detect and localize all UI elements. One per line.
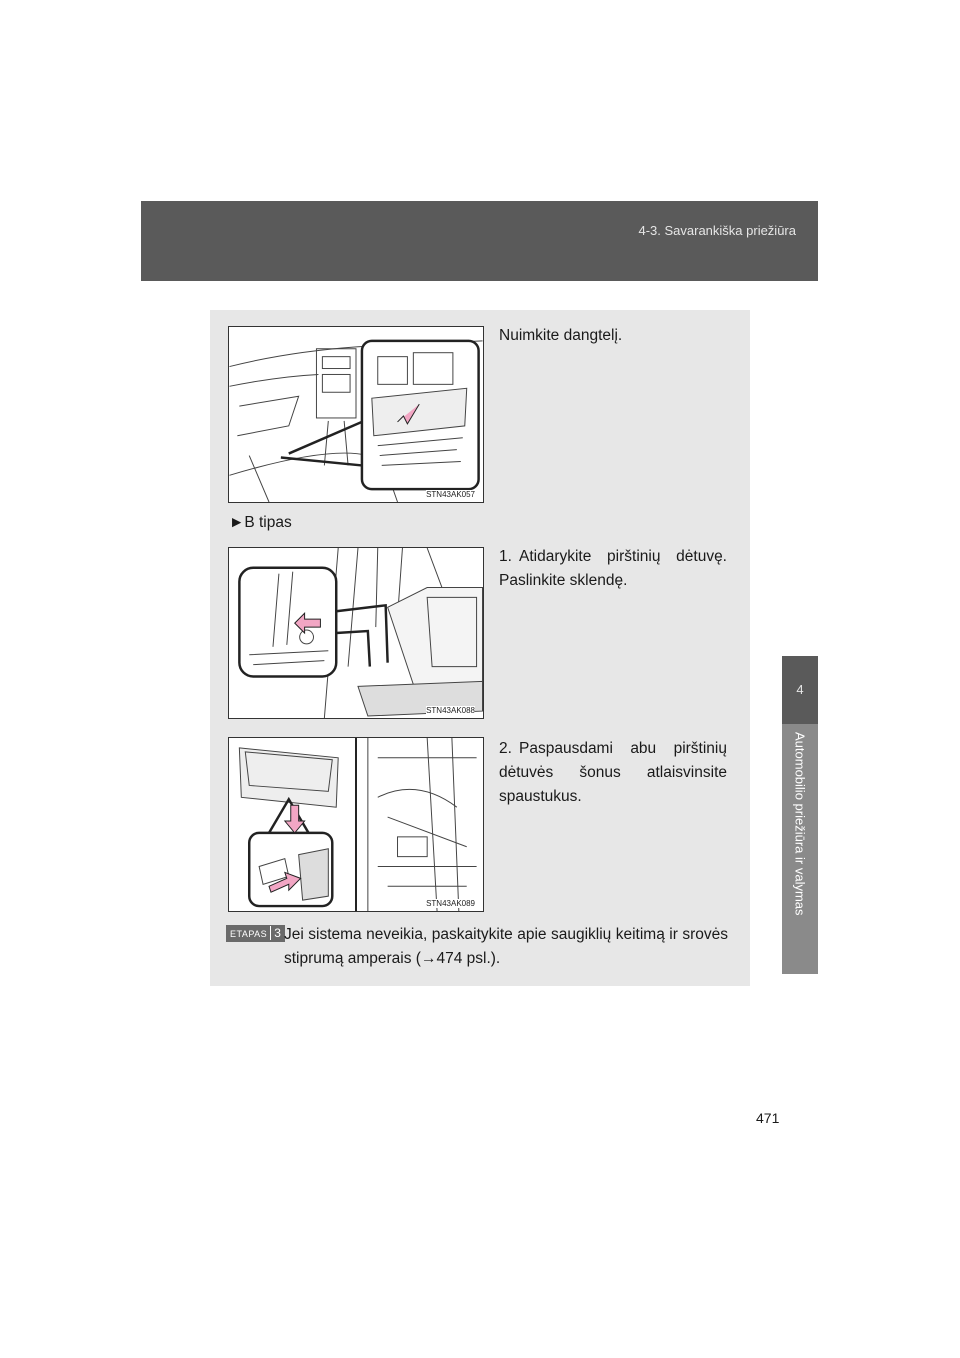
illustration-remove-cover	[228, 326, 484, 503]
etapas-badge	[226, 925, 285, 942]
illustration-code: STN43AK088	[426, 706, 475, 715]
header-bar	[141, 201, 818, 281]
illustration-code: STN43AK089	[426, 899, 475, 908]
step-2	[499, 737, 727, 809]
glovebox-damper-drawing	[229, 548, 483, 718]
illustration-release-clips	[228, 737, 484, 912]
chapter-side-tab	[782, 724, 818, 974]
chapter-title: Automobilio priežiūra ir valymas	[792, 732, 808, 916]
etapas-label: ETAPAS	[230, 929, 268, 939]
step-1-number: 1.	[499, 548, 512, 565]
dashboard-fuse-cover-drawing	[229, 327, 483, 502]
final-instruction: Jei sistema neveikia, paskaitykite apie saugiklių keitimą ir srovės stiprumą amperais (→474 psl.).	[284, 926, 728, 967]
step-remove-cover: Nuimkite dangtelį.	[499, 327, 623, 344]
chapter-number-tab: 4	[782, 656, 818, 724]
type-b-label: ►B tipas	[229, 514, 292, 531]
glovebox-clips-drawing	[229, 738, 483, 911]
page-number: 471	[756, 1110, 780, 1126]
step-2-text: Paspausdami abu pirštinių dėtuvės šonus atlaisvinsite spaustukus.	[499, 740, 727, 805]
step-1-text: Atidarykite pirštinių dėtuvę. Paslinkite sklendę.	[499, 548, 727, 589]
step-1	[499, 545, 727, 593]
illustration-code: STN43AK057	[426, 490, 475, 499]
section-title: 4-3. Savarankiška priežiūra	[638, 223, 796, 238]
etapas-number: 3	[270, 926, 281, 940]
illustration-open-glovebox	[228, 547, 484, 719]
step-2-number: 2.	[499, 740, 512, 757]
